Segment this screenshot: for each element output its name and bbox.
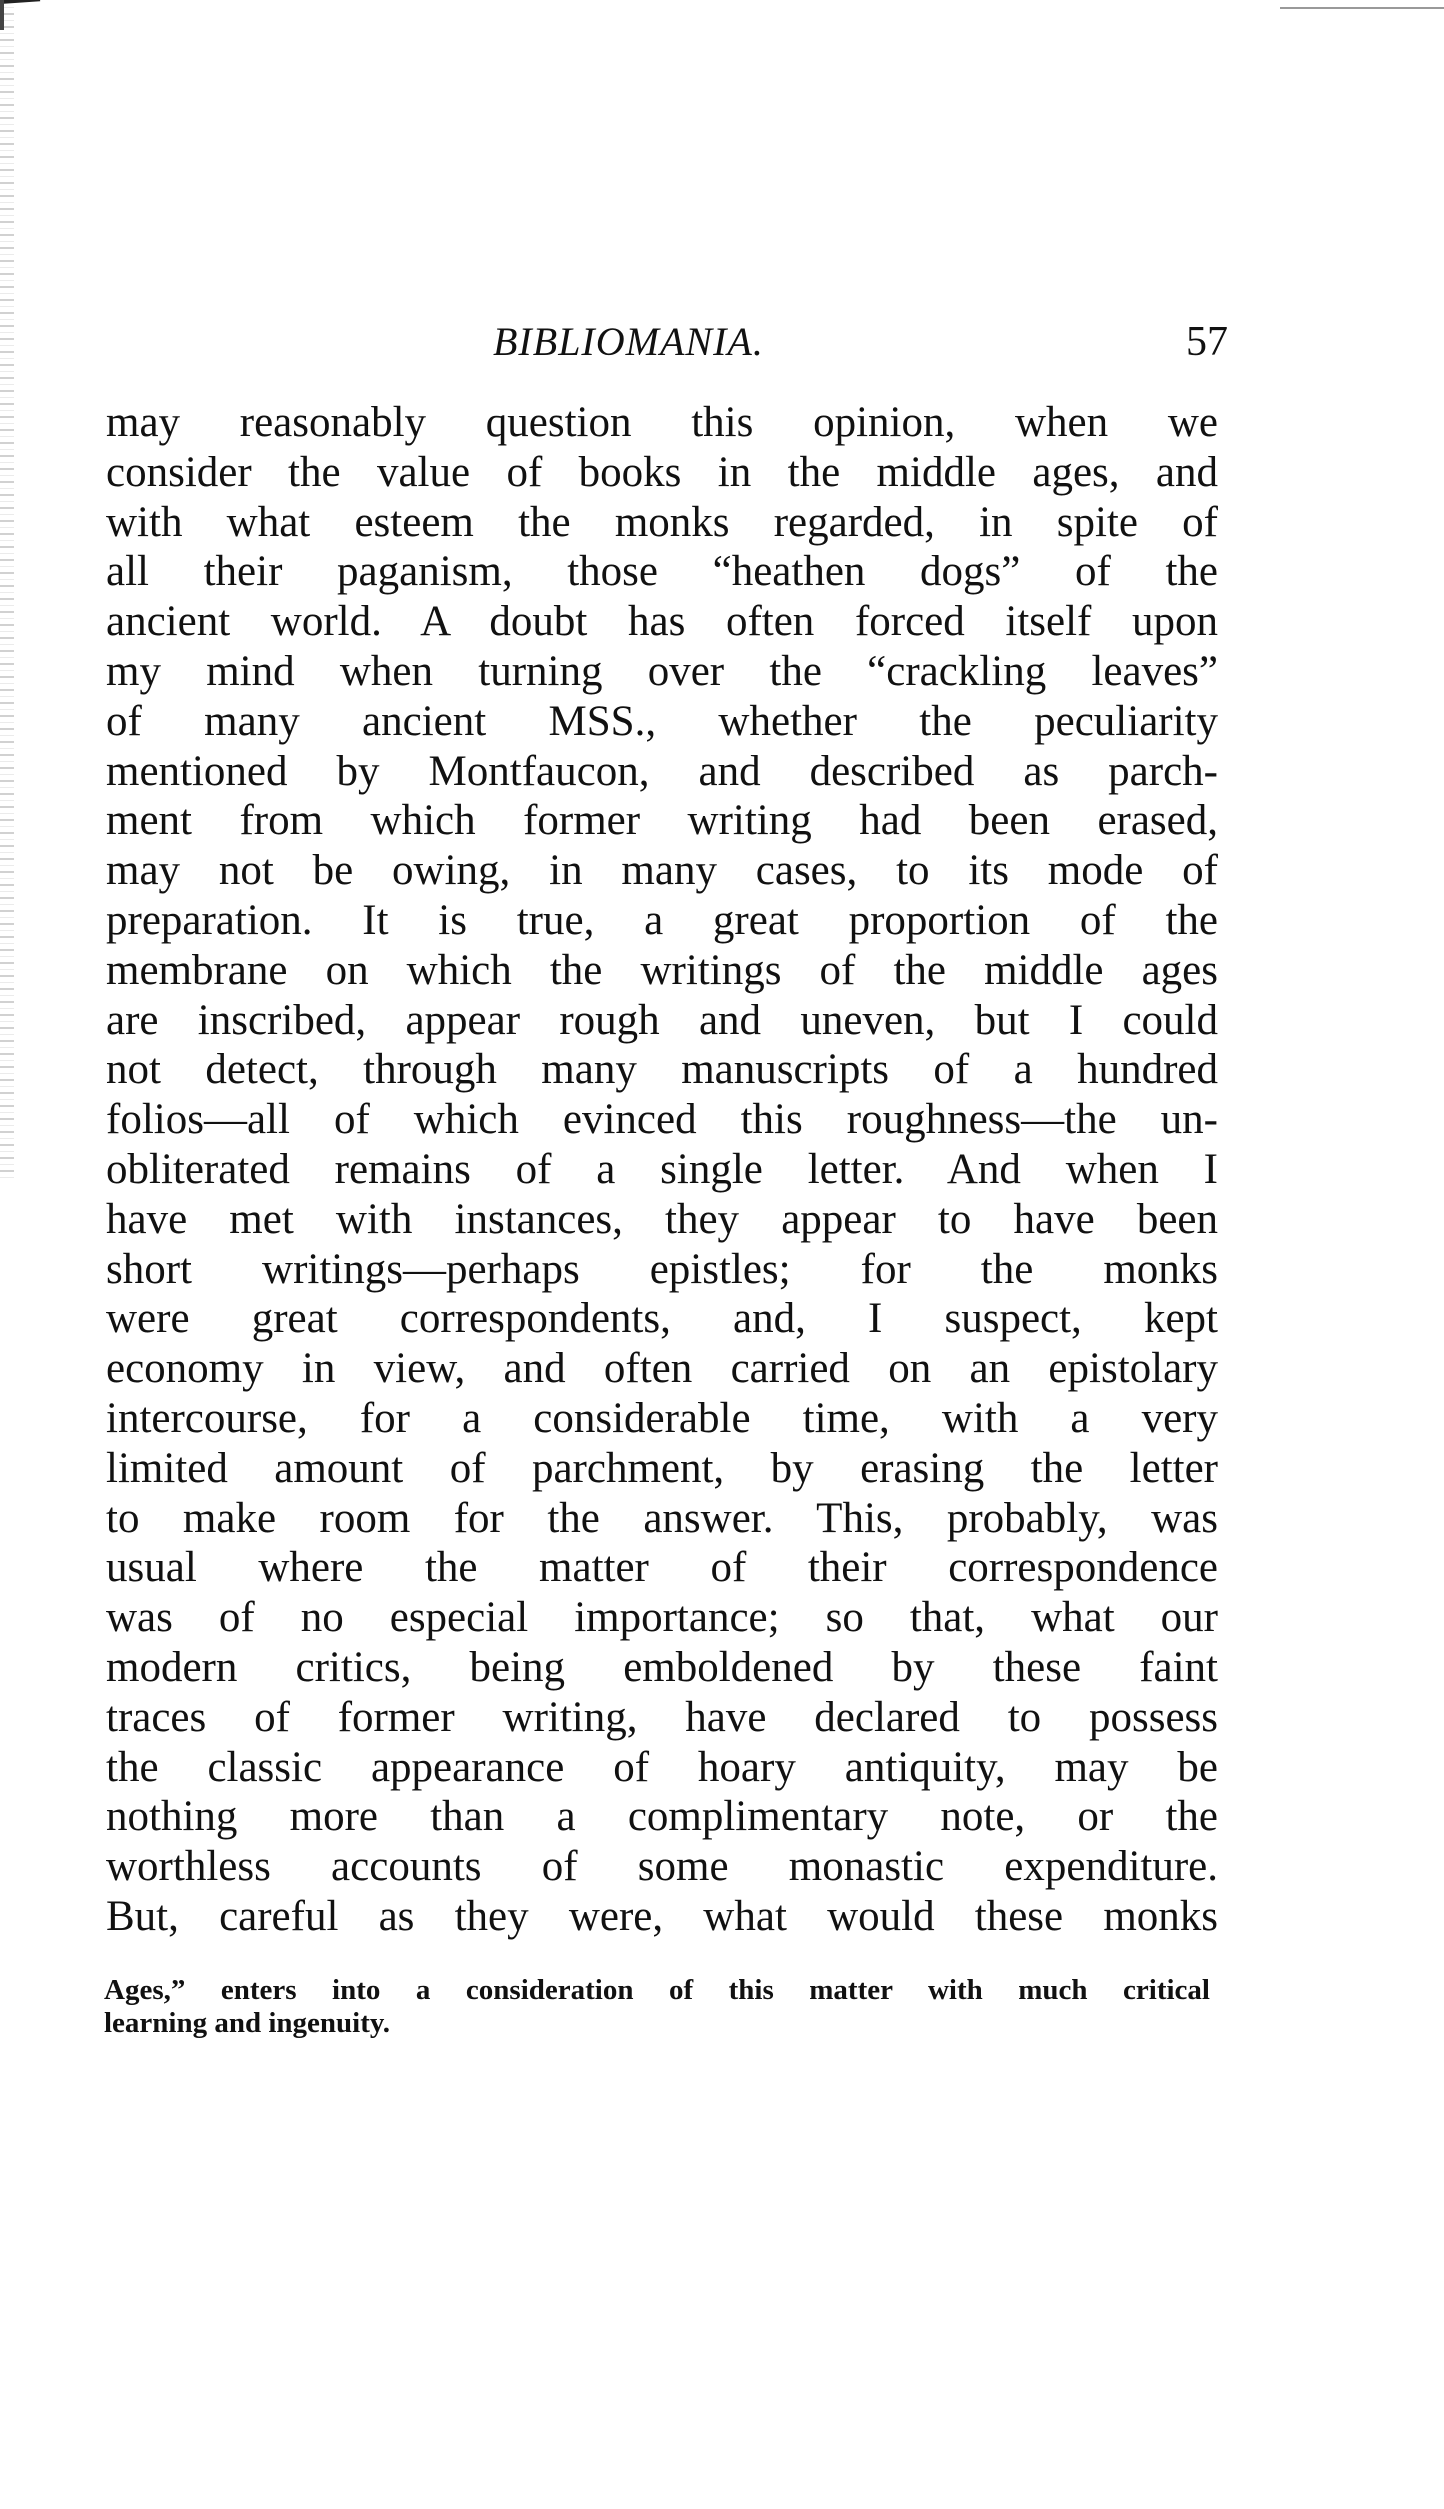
body-line: usual where the matter of their correspondence <box>106 1544 1218 1592</box>
scan-top-rule <box>1280 7 1444 9</box>
body-line: was of no especial importance; so that, what our <box>106 1594 1218 1642</box>
footnote-line: Ages,” enters into a consideration of this matter with much critical <box>104 1974 1210 2006</box>
body-line: not detect, through many manuscripts of a hundred <box>106 1046 1218 1094</box>
body-line: short writings—perhaps epistles; for the monks <box>106 1245 1218 1293</box>
body-line: economy in view, and often carried on an epistolary <box>106 1345 1218 1393</box>
body-line: modern critics, being emboldened by these faint <box>106 1643 1218 1691</box>
body-line: mentioned by Montfaucon, and described as parch- <box>106 747 1218 795</box>
body-line: ment from which former writing had been erased, <box>106 797 1218 845</box>
footnote-line: learning and ingenuity. <box>104 2007 391 2039</box>
scan-corner-mark <box>0 0 4 30</box>
body-line: of many ancient MSS., whether the peculiarity <box>106 697 1218 745</box>
body-line: ancient world. A doubt has often forced itself upon <box>106 598 1218 646</box>
body-line: nothing more than a complimentary note, or the <box>106 1793 1218 1841</box>
body-line: the classic appearance of hoary antiquity, may be <box>106 1743 1218 1791</box>
body-line: preparation. It is true, a great proportion of the <box>106 896 1218 944</box>
body-line: were great correspondents, and, I suspect, kept <box>106 1295 1218 1343</box>
body-line: have met with instances, they appear to have been <box>106 1195 1218 1243</box>
running-head-title: BIBLIOMANIA. <box>493 319 764 364</box>
body-line: But, careful as they were, what would these monks <box>106 1892 1218 1940</box>
footnote <box>104 1974 1210 2040</box>
page-number: 57 <box>1186 319 1228 365</box>
body-line: may not be owing, in many cases, to its mode of <box>106 847 1218 895</box>
body-text <box>106 398 1218 1942</box>
body-line: intercourse, for a considerable time, with a very <box>106 1394 1218 1442</box>
body-line: obliterated remains of a single letter. And when I <box>106 1145 1218 1193</box>
body-line: all their paganism, those “heathen dogs” of the <box>106 548 1218 596</box>
scan-edge-noise <box>0 0 14 1180</box>
scan-corner-mark <box>0 0 40 4</box>
body-line: traces of former writing, have declared to possess <box>106 1693 1218 1741</box>
body-line: may reasonably question this opinion, when we <box>106 399 1218 446</box>
body-line: my mind when turning over the “crackling leaves” <box>106 647 1218 695</box>
body-line: membrane on which the writings of the middle ages <box>106 946 1218 994</box>
body-line: consider the value of books in the middle ages, and <box>106 448 1218 496</box>
body-line: to make room for the answer. This, probably, was <box>106 1494 1218 1542</box>
body-line: folios—all of which evinced this roughness—the un- <box>106 1096 1218 1144</box>
body-line: are inscribed, appear rough and uneven, but I could <box>106 996 1218 1044</box>
running-head <box>0 318 1444 368</box>
body-line: with what esteem the monks regarded, in spite of <box>106 498 1218 546</box>
body-line: limited amount of parchment, by erasing the letter <box>106 1444 1218 1492</box>
body-line: worthless accounts of some monastic expenditure. <box>106 1843 1218 1891</box>
